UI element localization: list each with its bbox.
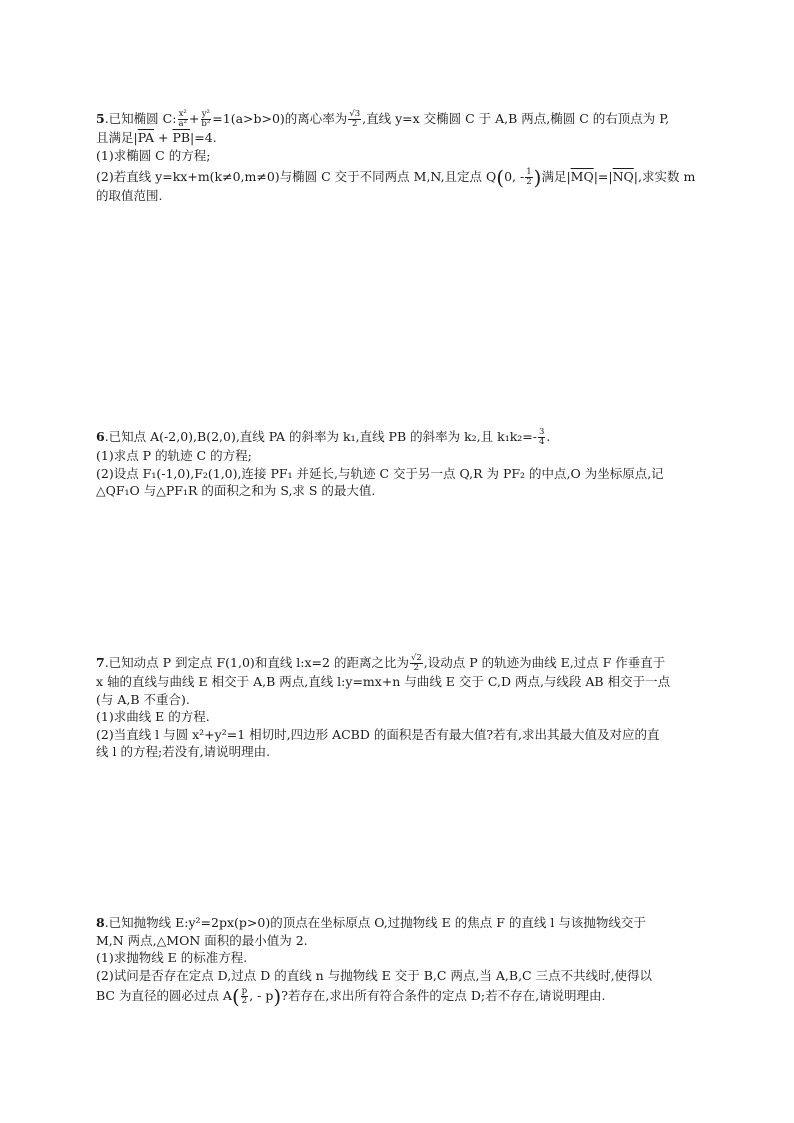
problem-number: 7 [96,655,105,670]
problem-5 [96,110,700,205]
vector-nq: $\overline{NQ}$ [612,169,634,184]
problem-5-stem: 5.已知椭圆 C: $\frac{\text{x²}}{\text{a²}}$ + $\frac{\text{y²}}{\text{b²}}$ =1(a>b>0)的离心率为 $\frac{√3}{2}$ ,直线 y=x 交椭圆 C 于 A,B 两点,椭圆 C 的右顶点为 P, [96,109,670,129]
problem-6-part-1: (1)求点 P 的轨迹 C 的方程; [96,448,252,463]
fraction: $\frac{\text{x²}}{\text{a²}}$ [178,109,187,129]
problem-7-part-1: (1)求曲线 E 的方程. [96,709,210,724]
problem-8-stem-line2: M,N 两点,△MON 面积的最小值为 2. [96,932,308,948]
problem-6 [96,428,700,500]
problem-6-part-2: (2)设点 F₁(-1,0),F₂(1,0),连接 PF₁ 并延长,与轨迹 C 交于另一点 Q,R 为 PF₂ 的中点,O 为坐标原点,记 [96,465,664,481]
vector-pb: $\overline{PB}$ [172,130,191,145]
problem-5-part-1: (1)求椭圆 C 的方程; [96,147,211,163]
vector-mq: $\overline{MQ}$ [570,169,594,184]
fraction: $\frac{\text{y²}}{\text{b²}}$ [201,109,211,129]
problem-number: 8 [96,915,105,930]
fraction: $\frac{1}{2}$ [526,167,532,187]
problem-8-stem: 8.已知抛物线 E:y²=2px(p>0)的顶点在坐标原点 O,过抛物线 E 的焦点 F 的直线 l 与该抛物线交于 [96,915,646,930]
problem-7-stem-line3: (与 A,B 不重合). [96,691,190,707]
vector-pa: $\overline{PA}$ [137,130,155,145]
problem-5-condition: 且满足$|\overline{PA} + \overline{PB}|=4$. [96,130,217,145]
problem-7-stem-line2: x 轴的直线与曲线 E 相交于 A,B 两点,直线 l:y=mx+n 与曲线 E 交于 C,D 两点,与线段 AB 相交于一点 [96,674,671,689]
problem-6-stem: 6.已知点 A(-2,0),B(2,0),直线 PA 的斜率为 k₁,直线 PB 的斜率为 k₂,且 k₁k₂=- $\frac{3}{4}$ . [96,427,551,447]
problem-5-part-2-cont: 的取值范围. [96,188,163,203]
problem-5-part-2: (2)若直线 y=kx+m(k≠0,m≠0)与椭圆 C 交于不同两点 M,N,且定点 Q(0, - $\frac{1}{2}$ )满足$|\overline{MQ}|=|\overline{NQ}|$,求实数 m [96,165,696,190]
problem-6-part-2-cont: △QF₁O 与△PF₁R 的面积之和为 S,求 S 的最大值. [96,483,376,498]
problem-8 [96,914,700,1009]
fraction: $\frac{√3}{2}$ [349,109,361,129]
fraction: $\frac{√2}{2}$ [410,653,422,673]
problem-7-part-2: (2)当直线 l 与圆 x²+y²=1 相切时,四边形 ACBD 的面积是否有最大值?若有,求出其最大值及对应的直 [96,726,660,742]
problem-7 [96,654,700,761]
problem-7-stem: 7.已知动点 P 到定点 F(1,0)和直线 l:x=2 的距离之比为 $\frac{√2}{2}$ ,设动点 P 的轨迹为曲线 E,过点 F 作垂直于 [96,653,666,673]
fraction: $\frac{p}{2}$ [241,986,248,1006]
problem-8-part-2: (2)试问是否存在定点 D,过点 D 的直线 n 与抛物线 E 交于 B,C 两点,当 A,B,C 三点不共线时,使得以 [96,967,653,983]
problem-8-part-2-cont: BC 为直径的圆必过点 A( $\frac{p}{2}$ , - p)?若存在,求出所有符合条件的定点 D;若不存在,请说明理由. [96,984,606,1009]
fraction: $\frac{3}{4}$ [539,427,545,447]
problem-7-part-2-cont: 线 l 的方程;若没有,请说明理由. [96,744,271,759]
problem-number: 6 [96,429,105,444]
problem-8-part-1: (1)求抛物线 E 的标准方程. [96,950,248,965]
problem-number: 5 [96,111,105,126]
